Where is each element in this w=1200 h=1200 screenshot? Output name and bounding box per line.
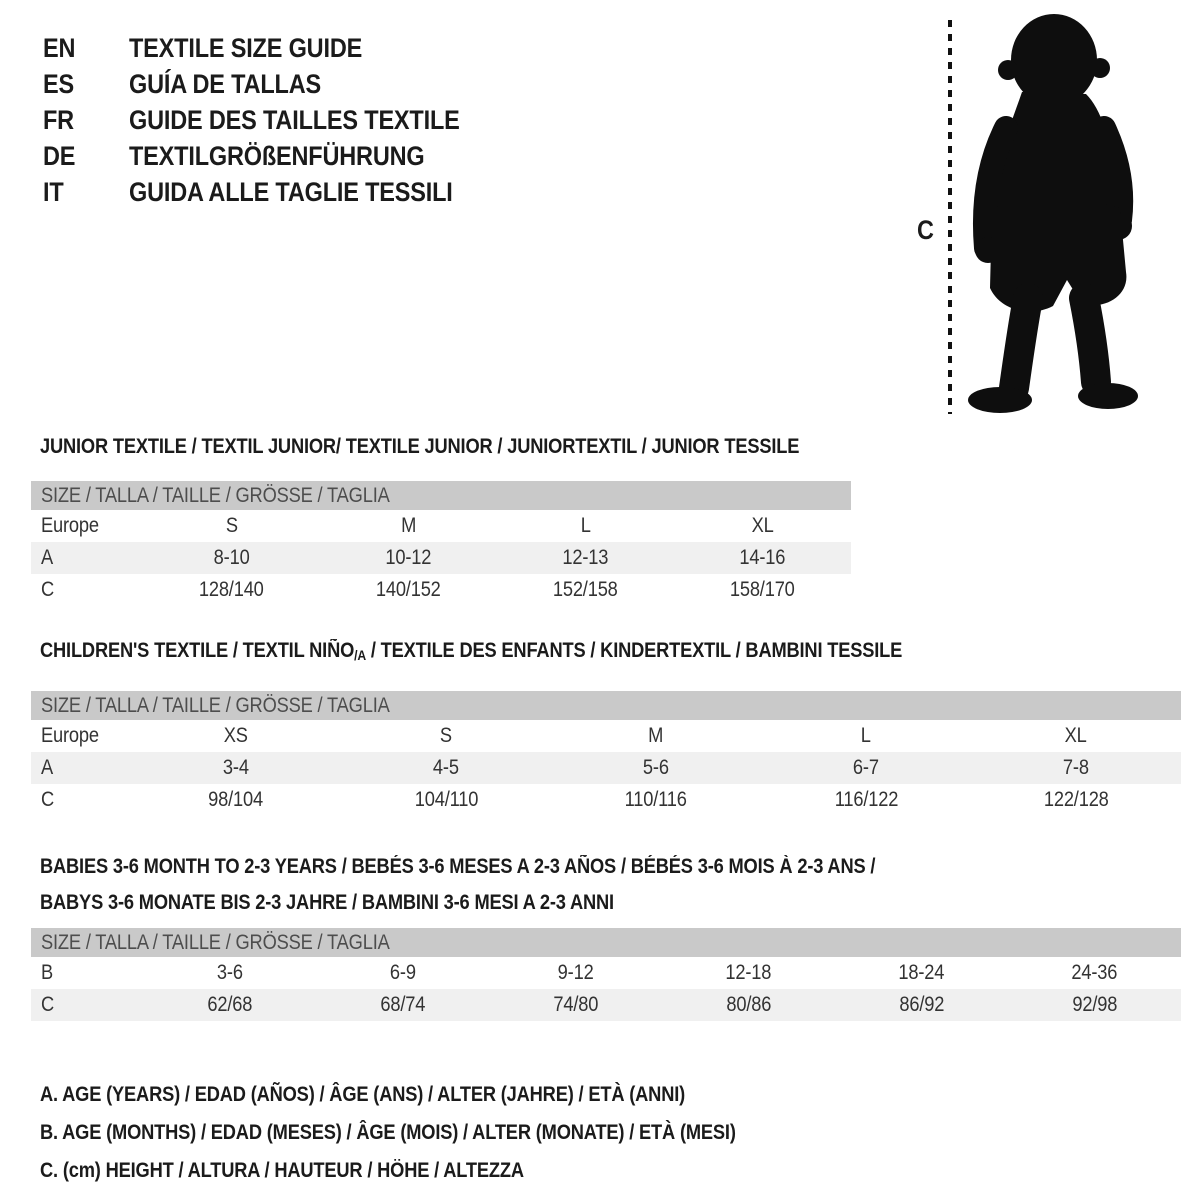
size-cell: 6-7 [761, 752, 971, 784]
size-cell: S [225, 514, 238, 537]
row-label: C [41, 993, 55, 1016]
language-title: TEXTILGRÖßENFÜHRUNG [128, 141, 425, 171]
height-measure-label: C [917, 215, 934, 245]
row-label-cell [31, 510, 143, 542]
size-cell: 116/122 [834, 788, 898, 811]
size-cell: 10-12 [320, 542, 497, 574]
junior-section-title: JUNIOR TEXTILE / TEXTIL JUNIOR/ TEXTILE JUNIOR / JUNIORTEXTIL / JUNIOR TESSILE [40, 435, 800, 458]
size-cell: 74/80 [489, 989, 662, 1021]
language-code: IT [43, 177, 64, 207]
size-cell: 140/152 [376, 578, 441, 601]
size-cell: XL [751, 514, 774, 537]
size-cell: S [439, 724, 453, 747]
table-row [31, 989, 1181, 1021]
language-code: EN [43, 33, 76, 63]
children-size-table [31, 691, 1181, 816]
size-cell: L [860, 724, 871, 747]
babies-title-line1: BABIES 3-6 MONTH TO 2-3 YEARS / BEBÉS 3-6 MESES A 2-3 AÑOS / BÉBÉS 3-6 MOIS À 2-3 ANS / [40, 855, 876, 878]
row-label-cell [31, 720, 131, 752]
size-header-row [31, 691, 1181, 720]
size-cell: 18-24 [898, 961, 945, 984]
row-label-cell [31, 752, 131, 784]
language-code: DE [43, 141, 76, 171]
language-title: GUIDA ALLE TAGLIE TESSILI [128, 177, 453, 207]
row-label: A [41, 546, 54, 569]
size-cell: 6-9 [389, 961, 416, 984]
nino-a-subscript: /A [354, 647, 366, 663]
table-row [31, 510, 851, 542]
size-cell: 158/170 [730, 578, 795, 601]
size-header-label: SIZE / TALLA / TAILLE / GRÖSSE / TAGLIA [41, 930, 390, 954]
table-row [31, 784, 1181, 816]
size-cell: XL [1065, 724, 1088, 747]
measure-legend [40, 1076, 840, 1190]
size-cell: 80/86 [662, 989, 835, 1021]
row-label-cell [31, 957, 143, 989]
size-cell: 152/158 [553, 578, 618, 601]
size-cell: 12-18 [725, 961, 772, 984]
language-row [43, 174, 509, 210]
size-cell: 128/140 [199, 578, 264, 601]
toddler-silhouette-icon [936, 10, 1158, 422]
junior-size-table [31, 481, 851, 606]
table-row [31, 542, 851, 574]
size-cell: XS [223, 724, 249, 747]
legend-line-c: C. (cm) HEIGHT / ALTURA / HAUTEUR / HÖHE / ALTEZZA [40, 1159, 524, 1182]
table-row [31, 574, 851, 606]
language-row [43, 66, 509, 102]
toddler-silhouette [968, 14, 1138, 413]
row-label: B [41, 961, 54, 984]
legend-line-a: A. AGE (YEARS) / EDAD (AÑOS) / ÂGE (ANS) / ALTER (JAHRE) / ETÀ (ANNI) [40, 1083, 686, 1106]
size-cell: 104/110 [414, 788, 478, 811]
size-cell: 5-6 [551, 752, 761, 784]
row-label-cell [31, 989, 143, 1021]
size-header-cell [31, 691, 1181, 720]
language-code: FR [43, 105, 74, 135]
language-row [43, 102, 509, 138]
size-cell: 24-36 [1071, 961, 1118, 984]
size-cell: 8-10 [143, 542, 320, 574]
size-header-row [31, 928, 1181, 957]
language-title: GUIDE DES TAILLES TEXTILE [128, 105, 460, 135]
language-code: ES [43, 69, 74, 99]
row-label: Europe [41, 724, 99, 747]
row-label: Europe [41, 514, 99, 537]
table-row [31, 720, 1181, 752]
size-cell: M [400, 514, 417, 537]
language-title-list [43, 30, 509, 210]
size-cell: 12-13 [497, 542, 674, 574]
table-row [31, 957, 1181, 989]
language-title: TEXTILE SIZE GUIDE [128, 33, 362, 63]
size-header-label: SIZE / TALLA / TAILLE / GRÖSSE / TAGLIA [41, 483, 390, 507]
children-section-title: CHILDREN'S TEXTILE / TEXTIL NIÑO/A / TEXTILE DES ENFANTS / KINDERTEXTIL / BAMBINI TESSILE [40, 639, 903, 663]
size-cell: 14-16 [674, 542, 851, 574]
size-cell: 92/98 [1008, 989, 1181, 1021]
size-cell: 98/104 [208, 788, 264, 811]
row-label-cell [31, 574, 143, 606]
size-cell: 7-8 [971, 752, 1181, 784]
babies-section-title [40, 849, 1000, 921]
babies-title-line2: BABYS 3-6 MONATE BIS 2-3 JAHRE / BAMBINI 3-6 MESI A 2-3 ANNI [40, 891, 614, 914]
size-cell: M [648, 724, 664, 747]
babies-size-table [31, 928, 1181, 1021]
size-header-label: SIZE / TALLA / TAILLE / GRÖSSE / TAGLIA [41, 693, 390, 717]
legend-line-b: B. AGE (MONTHS) / EDAD (MESES) / ÂGE (MOIS) / ALTER (MONATE) / ETÀ (MESI) [40, 1121, 736, 1144]
size-cell: L [580, 514, 591, 537]
row-label: A [41, 756, 54, 779]
language-row [43, 30, 509, 66]
size-cell: 122/128 [1043, 788, 1109, 811]
size-header-cell [31, 928, 1181, 957]
size-cell: 4-5 [341, 752, 551, 784]
row-label: C [41, 788, 55, 811]
size-cell: 9-12 [557, 961, 594, 984]
size-cell: 62/68 [143, 989, 316, 1021]
row-label-cell [31, 784, 131, 816]
size-cell: 3-6 [216, 961, 243, 984]
row-label: C [41, 578, 55, 601]
size-cell: 68/74 [316, 989, 489, 1021]
size-cell: 3-4 [131, 752, 341, 784]
language-row [43, 138, 509, 174]
language-title: GUÍA DE TALLAS [128, 69, 321, 99]
size-header-row [31, 481, 851, 510]
size-cell: 110/116 [624, 788, 688, 811]
table-row [31, 752, 1181, 784]
size-cell: 86/92 [835, 989, 1008, 1021]
size-header-cell [31, 481, 851, 510]
row-label-cell [31, 542, 143, 574]
